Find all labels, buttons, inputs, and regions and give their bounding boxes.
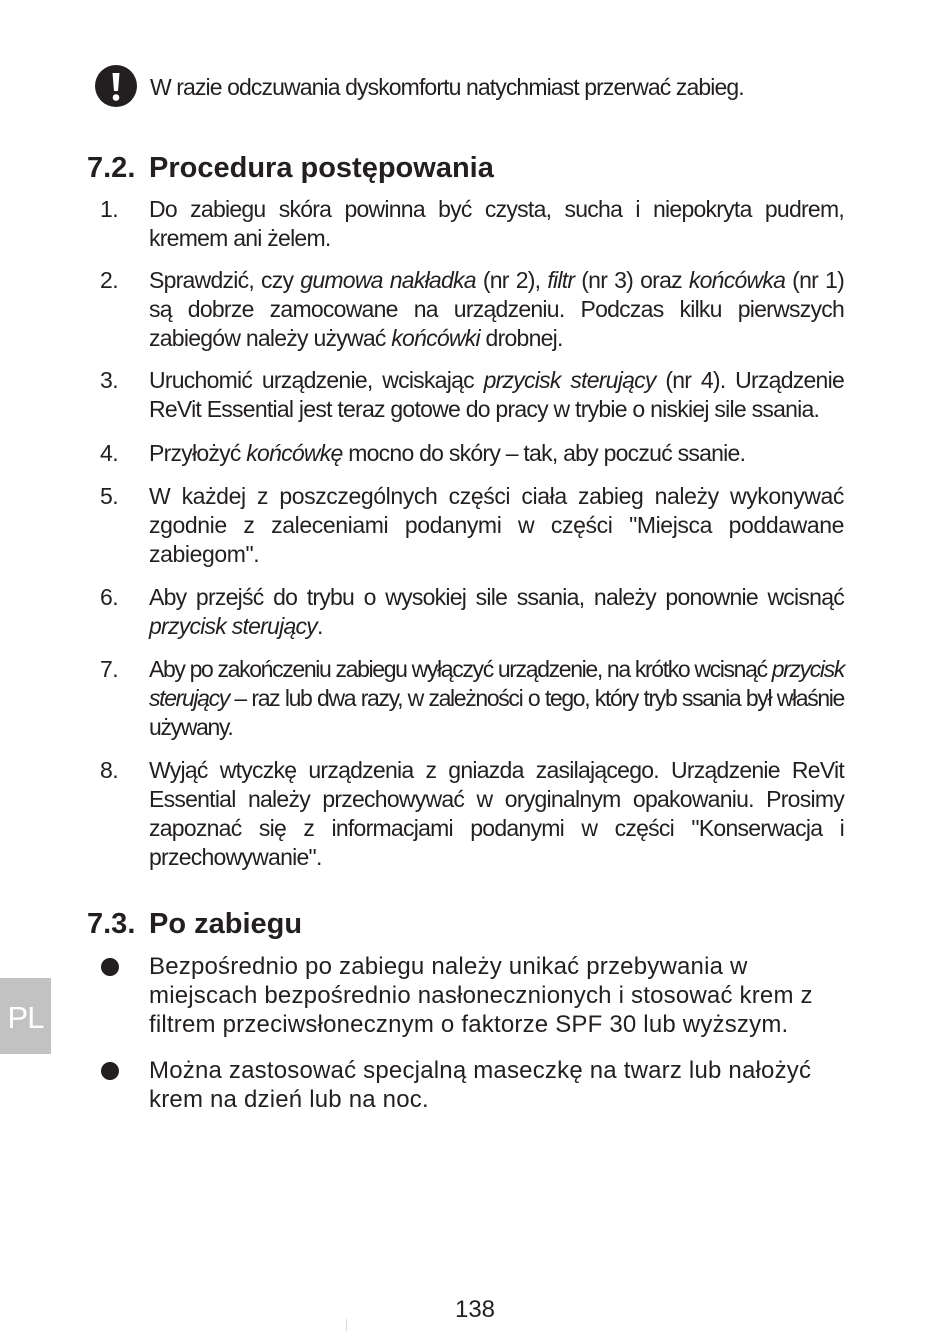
list-text: Wyjąć wtyczkę urządzenia z gniazda zasilającego. Urządzenie ReVit Essential należy przechowywać w oryginalnym opakowaniu. Prosimy zapoznać się z informacjami podanymi w części "Konserwacja i przechowywanie". [149,757,844,870]
list-text: Uruchomić urządzenie, wciskając przycisk sterujący (nr 4). Urządzenie ReVit Essential jest teraz gotowe do pracy w trybie o niskiej sile ssania. [149,367,844,422]
list-text: Do zabiegu skóra powinna być czysta, sucha i niepokryta pudrem, kremem ani żelem. [149,196,844,251]
bullet-icon [101,1062,119,1080]
list-number: 2. [100,267,119,293]
bullet-text: Bezpośrednio po zabiegu należy unikać przebywania w miejscach bezpośrednio nasłonecznionych i stosować krem z filtrem przeciwsłonecznym o faktorze SPF 30 lub wyższym. [149,953,813,1038]
warning-text: W razie odczuwania dyskomfortu natychmiast przerwać zabieg. [150,74,744,100]
divider [346,1319,347,1331]
list-text: Sprawdzić, czy gumowa nakładka (nr 2), filtr (nr 3) oraz końcówka (nr 1) są dobrze zamocowane na urządzeniu. Podczas kilku pierwszych zabiegów należy używać końcówki drobnej. [149,267,845,351]
bullet-item [101,1056,861,1114]
list-number: 8. [100,757,119,783]
list-text: Aby po zakończeniu zabiegu wyłączyć urządzenie, na krótko wcisnąć przycisk sterujący – raz lub dwa razy, w zależności o tego, który tryb ssania był właśnie używany. [149,656,844,740]
list-item [100,195,845,253]
bullet-text: Można zastosować specjalną maseczkę na twarz lub nałożyć krem na dzień lub na noc. [149,1057,812,1113]
list-item [100,583,845,641]
list-item [100,266,845,353]
list-number: 3. [100,367,119,393]
section-heading-7-2 [87,152,494,185]
list-number: 1. [100,196,119,222]
list-item [100,655,845,742]
list-text: Aby przejść do trybu o wysokiej sile ssania, należy ponownie wcisnąć przycisk sterujący. [149,584,844,639]
list-text: W każdej z poszczególnych części ciała zabieg należy wykonywać zgodnie z zaleceniami podanymi w części "Miejsca poddawane zabiegom". [149,483,844,567]
exclamation-circle-icon [94,64,138,108]
list-number: 6. [100,584,119,610]
section-heading-7-3 [87,908,302,941]
list-number: 7. [100,656,119,682]
bullet-item [101,952,861,1039]
section-number: 7.2. [87,152,136,184]
page-number: 138 [454,1296,496,1323]
list-number: 4. [100,440,119,466]
language-tab: PL [0,978,51,1054]
list-item [100,366,845,424]
section-title: Po zabiegu [149,908,303,940]
list-item [100,482,845,569]
list-text: Przyłożyć końcówkę mocno do skóry – tak, aby poczuć ssanie. [149,440,746,466]
list-item [100,756,845,872]
bullet-icon [101,958,119,976]
section-title: Procedura postępowania [149,152,494,184]
list-item [100,439,845,468]
warning-note [94,64,854,110]
list-number: 5. [100,483,119,509]
section-number: 7.3. [87,908,136,940]
